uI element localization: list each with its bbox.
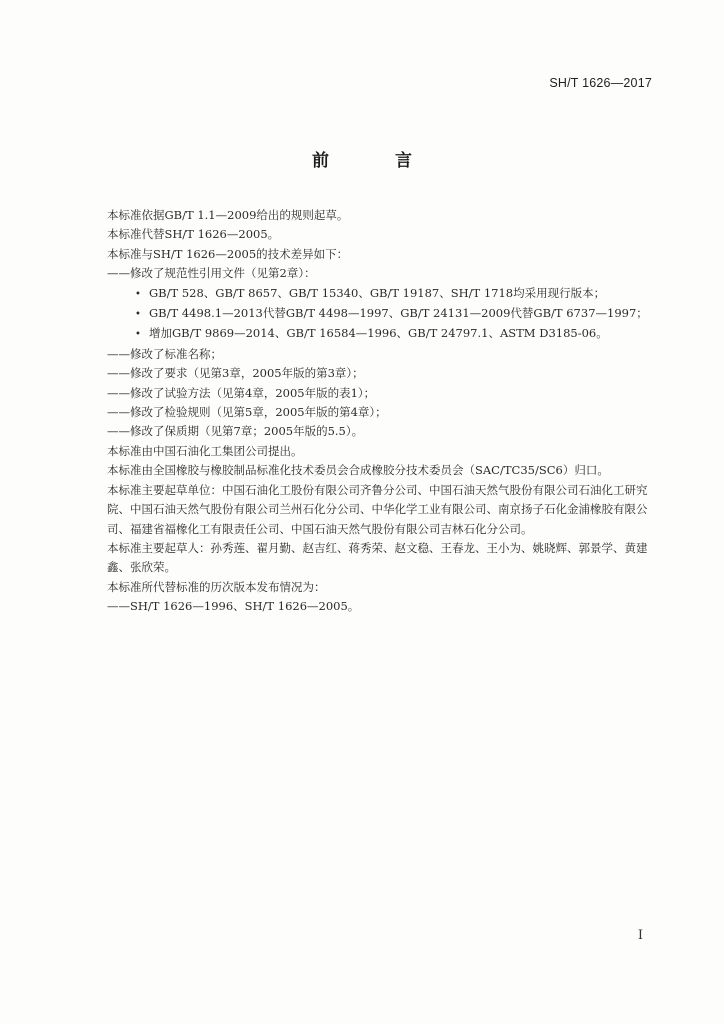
drafters-paragraph [87, 539, 662, 578]
change-item: ——修改了标准名称； [107, 346, 222, 361]
reference-bullet-item [107, 284, 662, 304]
history-intro-line: 本标准所代替标准的历次版本发布情况为： [107, 579, 326, 594]
foreword-body [107, 206, 662, 617]
change-item: ——修改了检验规则（见第5章，2005年版的第4章）； [107, 405, 387, 420]
drafting-units-paragraph [87, 481, 662, 539]
change-item: ——修改了规范性引用文件（见第2章）： [107, 266, 316, 281]
reference-bullet-item [107, 304, 662, 324]
reference-bullet-item [107, 324, 662, 344]
bullet-icon: • [135, 309, 141, 321]
bullet-text: GB/T 4498.1—2013代替GB/T 4498—1997、GB/T 24131—2009代替GB/T 6737—1997； [149, 306, 648, 321]
proposer-line: 本标准由中国石油化工集团公司提出。 [107, 443, 303, 458]
section-title: 前 言 [312, 151, 442, 171]
foreword-line: 本标准与SH/T 1626—2005的技术差异如下： [107, 246, 349, 261]
history-item: ——SH/T 1626—1996、SH/T 1626—2005。 [107, 599, 360, 614]
standard-code-header: SH/T 1626—2017 [549, 76, 652, 90]
bullet-icon: • [135, 288, 141, 300]
change-item: ——修改了要求（见第3章，2005年版的第3章）； [107, 366, 364, 381]
drafting-units-text: 本标准主要起草单位：中国石油化工股份有限公司齐鲁分公司、中国石油天然气股份有限公司石油化工研究院、中国石油天然气股份有限公司兰州石化分公司、中华化学工业有限公司、南京扬子石化金浦橡胶有限公司、福建省福橡化工有限责任公司、中国石油天然气股份有限公司吉林石化分公司。 [107, 482, 648, 536]
drafters-text: 本标准主要起草人：孙秀莲、翟月勤、赵吉红、蒋秀荣、赵文稳、王春龙、王小为、姚晓辉、郭景学、黄建鑫、张欣荣。 [107, 540, 648, 575]
bullet-text: 增加GB/T 9869—2014、GB/T 16584—1996、GB/T 24797.1、ASTM D3185-06。 [149, 326, 608, 341]
change-item: ——修改了保质期（见第7章；2005年版的5.5）。 [107, 424, 364, 439]
change-item: ——修改了试验方法（见第4章，2005年版的表1）； [107, 385, 376, 400]
bullet-icon: • [135, 329, 141, 341]
responsible-committee-line: 本标准由全国橡胶与橡胶制品标准化技术委员会合成橡胶分技术委员会（SAC/TC35/SC6）归口。 [107, 463, 609, 478]
bullet-text: GB/T 528、GB/T 8657、GB/T 15340、GB/T 19187、SH/T 1718均采用现行版本； [149, 285, 606, 300]
foreword-line: 本标准依据GB/T 1.1—2009给出的规则起草。 [107, 208, 349, 222]
foreword-line: 本标准代替SH/T 1626—2005。 [107, 227, 280, 242]
page-number: I [637, 928, 643, 943]
